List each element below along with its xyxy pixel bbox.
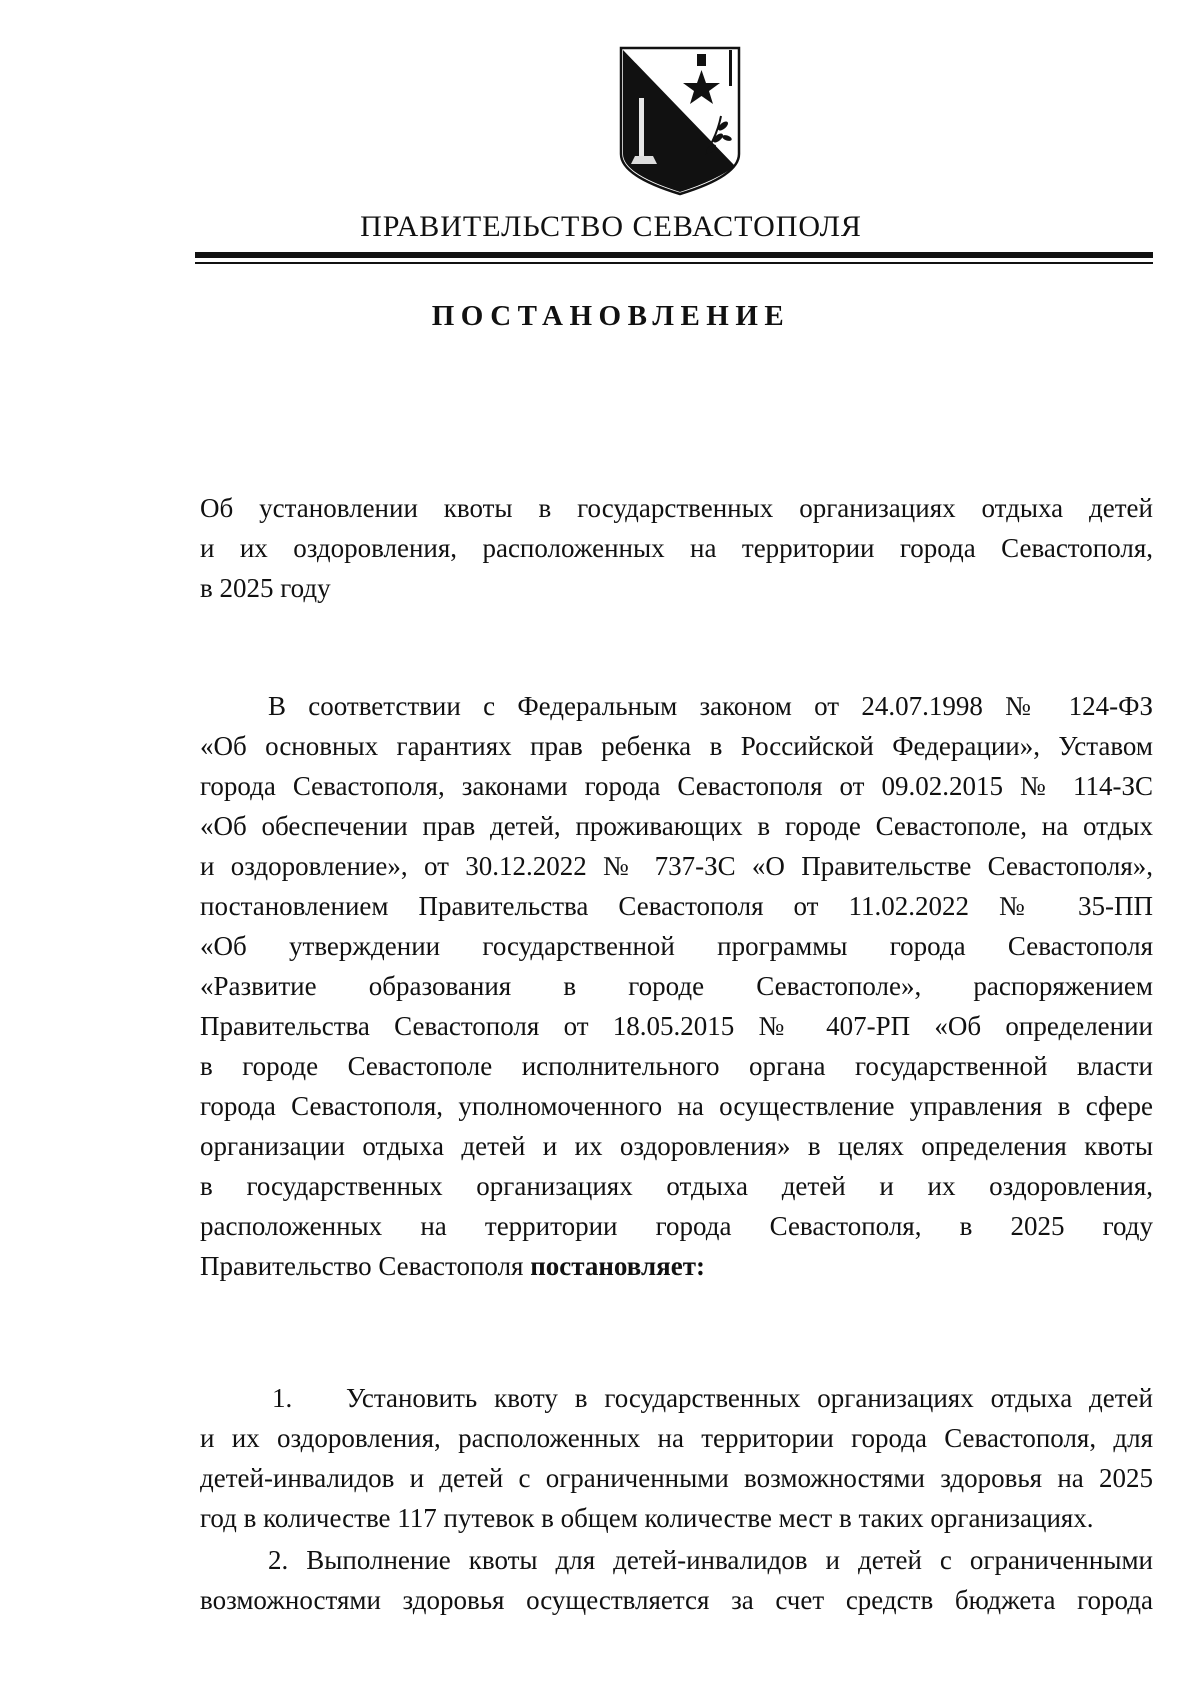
clause-line: 2. Выполнение квоты для детей-инвалидов и детей с ограниченными	[268, 1545, 1153, 1575]
preamble-line: «Развитие образования в городе Севастополе», распоряжением	[200, 971, 1153, 1001]
preamble-line: организации отдыха детей и их оздоровления» в целях определения квоты	[200, 1131, 1153, 1161]
preamble-final-line	[200, 1246, 1153, 1286]
clause-line: Установить квоту в государственных организациях отдыха детей	[346, 1383, 1153, 1413]
title-line: в 2025 году	[200, 573, 331, 603]
resolution-keyword: постановляет:	[530, 1251, 705, 1281]
preamble-final-text: Правительство Севастополя	[200, 1251, 531, 1281]
clause-line: возможностями здоровья осуществляется за счет средств бюджета города	[200, 1585, 1153, 1615]
clause-line: детей-инвалидов и детей с ограниченными возможностями здоровья на 2025	[200, 1463, 1153, 1493]
preamble-line: В соответствии с Федеральным законом от 24.07.1998 № 124-ФЗ	[268, 691, 1153, 721]
preamble-line: города Севастополя, законами города Севастополя от 09.02.2015 № 114-ЗС	[200, 771, 1153, 801]
preamble-line: «Об обеспечении прав детей, проживающих в городе Севастополе, на отдых	[200, 811, 1153, 841]
title-line: и их оздоровления, расположенных на территории города Севастополя,	[200, 533, 1153, 563]
preamble-line: «Об основных гарантиях прав ребенка в Российской Федерации», Уставом	[200, 731, 1153, 761]
preamble-line: Правительства Севастополя от 18.05.2015 № 407-РП «Об определении	[200, 1011, 1153, 1041]
preamble-line: «Об утверждении государственной программы города Севастополя	[200, 931, 1153, 961]
preamble-line: города Севастополя, уполномоченного на осуществление управления в сфере	[200, 1091, 1153, 1121]
preamble-line: в государственных организациях отдыха детей и их оздоровления,	[200, 1171, 1153, 1201]
organization-title: ПРАВИТЕЛЬСТВО СЕВАСТОПОЛЯ	[360, 210, 862, 243]
header-divider-thick	[195, 252, 1153, 258]
title-line: Об установлении квоты в государственных организациях отдыха детей	[200, 493, 1153, 523]
preamble-line: расположенных на территории города Севастополя, в 2025 году	[200, 1211, 1153, 1241]
preamble-line: постановлением Правительства Севастополя от 11.02.2022 № 35-ПП	[200, 891, 1153, 921]
clause-line: год в количестве 117 путевок в общем количестве мест в таких организациях.	[200, 1503, 1094, 1533]
preamble-line: и оздоровление», от 30.12.2022 № 737-ЗС «О Правительстве Севастополя»,	[200, 851, 1153, 881]
header-divider-thin	[195, 262, 1153, 264]
preamble-line: в городе Севастополе исполнительного органа государственной власти	[200, 1051, 1153, 1081]
sevastopol-coat-of-arms-icon	[617, 46, 743, 196]
clause-line: и их оздоровления, расположенных на территории города Севастополя, для	[200, 1423, 1153, 1453]
clause-number: 1.	[272, 1383, 293, 1413]
document-type-heading: ПОСТАНОВЛЕНИЕ	[431, 300, 791, 332]
